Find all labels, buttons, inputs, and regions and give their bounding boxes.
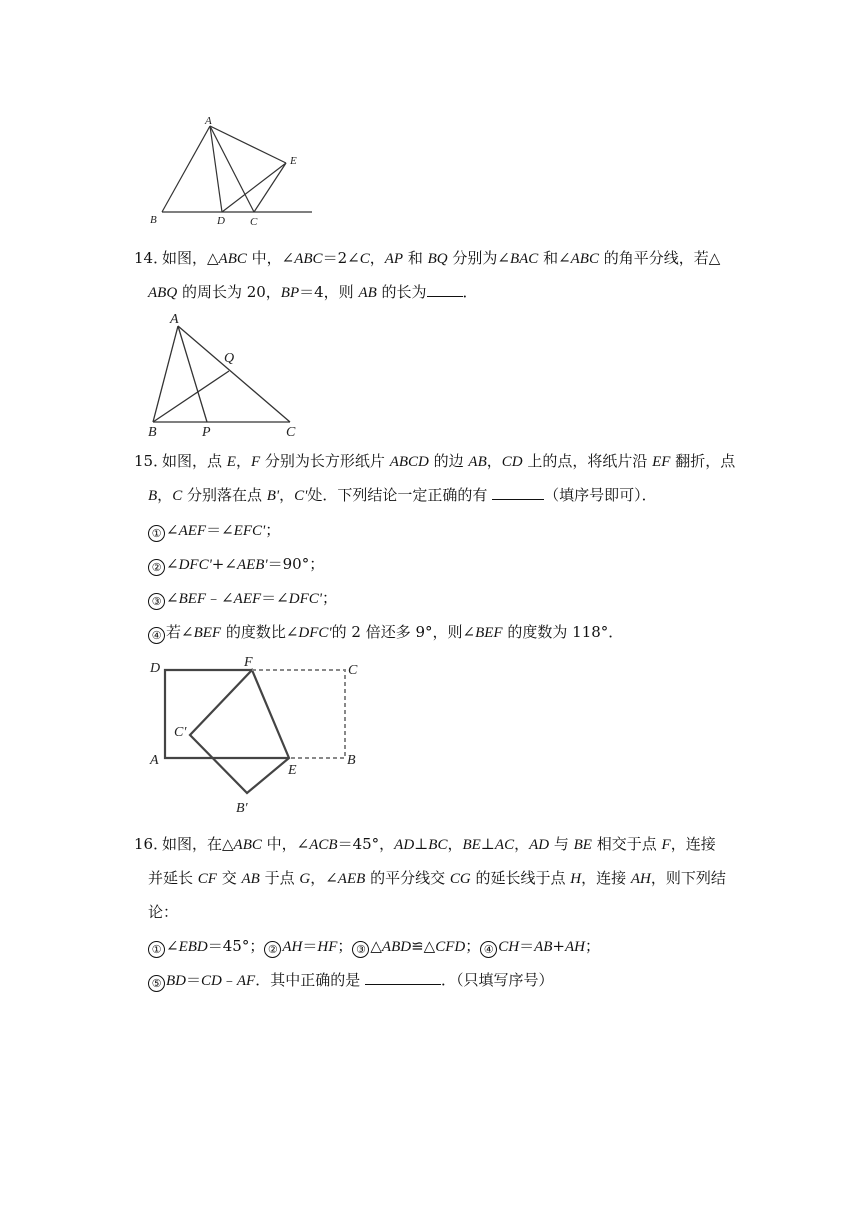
q14-number: 14． <box>134 249 169 267</box>
circled-number: ③ <box>352 941 369 958</box>
figure-q14-svg <box>140 305 310 440</box>
label-b: B <box>150 214 157 226</box>
circled-number: ④ <box>148 627 165 644</box>
label-e: E <box>290 155 297 167</box>
label-b-prime: B′ <box>236 801 248 816</box>
circled-number: ① <box>148 941 165 958</box>
label-q: Q <box>224 351 235 366</box>
label-d: D <box>150 661 161 676</box>
answer-blank-q16[interactable] <box>365 972 441 985</box>
label-a: A <box>170 312 179 327</box>
circled-number: ④ <box>480 941 497 958</box>
label-d: D <box>217 215 225 227</box>
answer-blank-q14[interactable] <box>427 284 463 297</box>
q16-number: 16． <box>134 835 169 853</box>
circled-number: ⑤ <box>148 975 165 992</box>
figure-q15 <box>140 650 370 820</box>
label-b: B <box>347 753 356 768</box>
label-c-prime: C′ <box>174 725 187 740</box>
figure-q13 <box>140 112 320 232</box>
label-e: E <box>288 763 297 778</box>
figure-q14 <box>140 305 310 440</box>
figure-q15-svg <box>140 650 370 820</box>
circled-number: ② <box>264 941 281 958</box>
label-f: F <box>244 655 253 670</box>
label-c: C <box>348 663 358 678</box>
label-p: P <box>202 425 211 440</box>
circled-number: ① <box>148 525 165 542</box>
figure-q13-svg <box>140 112 320 232</box>
label-c: C <box>286 425 296 440</box>
q15-number: 15． <box>134 452 169 470</box>
circled-number: ② <box>148 559 165 576</box>
circled-number: ③ <box>148 593 165 610</box>
label-b: B <box>148 425 157 440</box>
answer-blank-q15[interactable] <box>492 487 544 500</box>
label-a: A <box>150 753 159 768</box>
label-a: A <box>205 115 212 127</box>
label-c: C <box>250 216 258 228</box>
